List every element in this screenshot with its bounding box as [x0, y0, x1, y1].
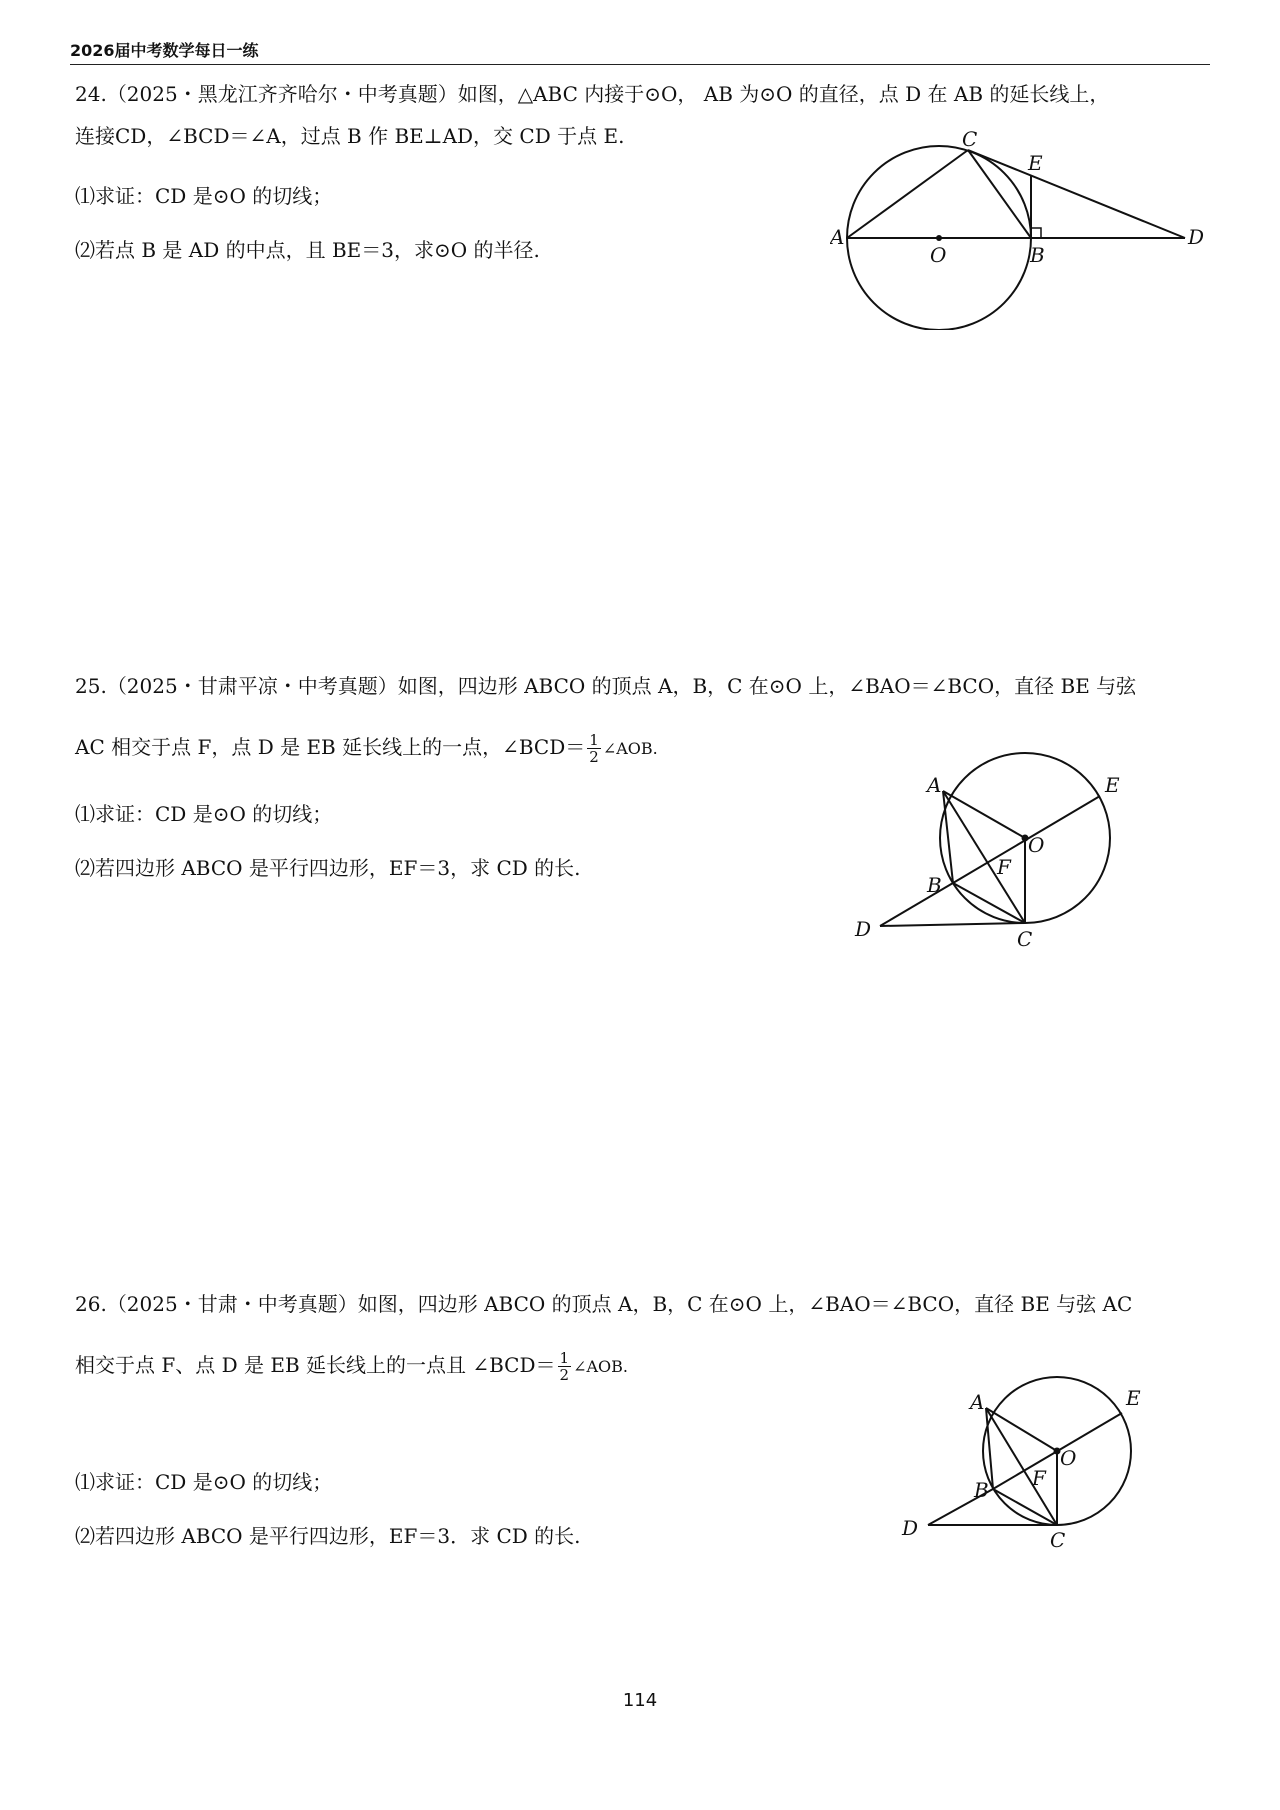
problem-25-question-1: ⑴求证：CD 是⊙O 的切线；	[75, 802, 333, 826]
header-divider	[70, 64, 1210, 65]
p26-label-b: B	[974, 1478, 989, 1502]
problem-25-frac-den: 2	[589, 748, 599, 766]
problem-24-stem-line-1	[75, 80, 1109, 108]
problem-26-fraction	[558, 1350, 572, 1383]
problem-25-question-2: ⑵若四边形 ABCO 是平行四边形，EF＝3，求 CD 的长.	[75, 856, 581, 880]
problem-26-source: （2025・甘肃・中考真题）	[106, 1292, 358, 1316]
problem-25-stem-line-2	[75, 732, 658, 765]
p26-line-bc	[993, 1489, 1057, 1525]
problem-25-stem-2b: ∠AOB.	[602, 739, 658, 758]
p24-label-a: A	[830, 225, 845, 249]
p25-line-bc	[953, 883, 1025, 923]
p24-line-ac	[847, 150, 968, 238]
p25-label-b: B	[927, 873, 942, 897]
problem-26-number: 26.	[75, 1292, 107, 1316]
p25-line-ac	[943, 791, 1025, 923]
page-number: 114	[622, 1690, 658, 1711]
p25-label-d: D	[855, 917, 872, 941]
problem-26-question-1: ⑴求证：CD 是⊙O 的切线；	[75, 1470, 333, 1494]
p25-label-c: C	[1017, 927, 1033, 951]
p25-label-o: O	[1028, 833, 1045, 857]
problem-25-stem-2a: AC 相交于点 F，点 D 是 EB 延长线上的一点，∠BCD＝	[75, 735, 586, 759]
p25-label-e: E	[1105, 773, 1120, 797]
problem-24-question-1: ⑴求证：CD 是⊙O 的切线；	[75, 184, 333, 208]
problem-26-stem-line-1	[75, 1290, 1132, 1318]
problem-25-source: （2025・甘肃平凉・中考真题）	[106, 674, 398, 698]
p26-label-e: E	[1126, 1386, 1141, 1410]
p26-line-ac	[986, 1408, 1057, 1525]
problem-25-fraction	[587, 732, 601, 765]
problem-26-question-2: ⑵若四边形 ABCO 是平行四边形，EF＝3．求 CD 的长.	[75, 1524, 581, 1548]
p24-label-b: B	[1030, 243, 1045, 267]
problem-24-stem-1: 如图，△ABC 内接于⊙O， AB 为⊙O 的直径，点 D 在 AB 的延长线上，	[457, 82, 1110, 106]
problem-25-figure	[845, 750, 1175, 960]
p25-line-ao	[943, 791, 1025, 838]
p25-label-a: A	[927, 773, 942, 797]
p26-label-a: A	[970, 1390, 985, 1414]
p26-label-d: D	[902, 1516, 919, 1540]
problem-26-stem-2b: ∠AOB.	[573, 1357, 628, 1376]
p26-label-c: C	[1050, 1528, 1066, 1552]
problem-26-stem-line-2	[75, 1350, 628, 1383]
problem-25-stem-line-1	[75, 672, 1136, 700]
p25-label-f: F	[997, 855, 1011, 879]
p26-label-f: F	[1032, 1466, 1046, 1490]
p24-center-dot	[936, 235, 942, 241]
p25-line-db	[880, 883, 953, 926]
problem-24-figure	[830, 130, 1210, 330]
problem-24-question-2: ⑵若点 B 是 AD 的中点，且 BE＝3，求⊙O 的半径.	[75, 238, 540, 262]
problem-26-frac-num: 1	[559, 1349, 570, 1367]
p24-label-c: C	[962, 130, 978, 151]
p24-label-o: O	[930, 243, 947, 267]
page-header-title: 2026届中考数学每日一练	[70, 41, 259, 60]
problem-25-number: 25.	[75, 674, 107, 698]
problem-25-frac-num: 1	[589, 731, 599, 749]
problem-25-stem-1: 如图，四边形 ABCO 的顶点 A，B，C 在⊙O 上，∠BAO＝∠BCO，直径 BE 与弦	[397, 674, 1137, 698]
p24-label-e: E	[1028, 151, 1043, 175]
p26-line-ao	[986, 1408, 1057, 1451]
problem-26-frac-den: 2	[559, 1366, 570, 1384]
problem-26-stem-1: 如图，四边形 ABCO 的顶点 A，B，C 在⊙O 上，∠BAO＝∠BCO，直径 BE 与弦 AC	[357, 1292, 1133, 1316]
problem-24-number: 24.	[75, 82, 107, 106]
problem-26-stem-2a: 相交于点 F、点 D 是 EB 延长线上的一点且 ∠BCD＝	[75, 1353, 556, 1377]
p25-line-dc	[880, 923, 1025, 926]
problem-24-source: （2025・黑龙江齐齐哈尔・中考真题）	[106, 82, 458, 106]
p26-label-o: O	[1060, 1446, 1077, 1470]
p24-label-d: D	[1188, 225, 1205, 249]
problem-24-stem-line-2: 连接CD，∠BCD＝∠A，过点 B 作 BE⊥AD，交 CD 于点 E.	[75, 124, 625, 148]
problem-26-figure	[890, 1375, 1180, 1555]
p24-right-angle-mark	[1031, 228, 1041, 238]
